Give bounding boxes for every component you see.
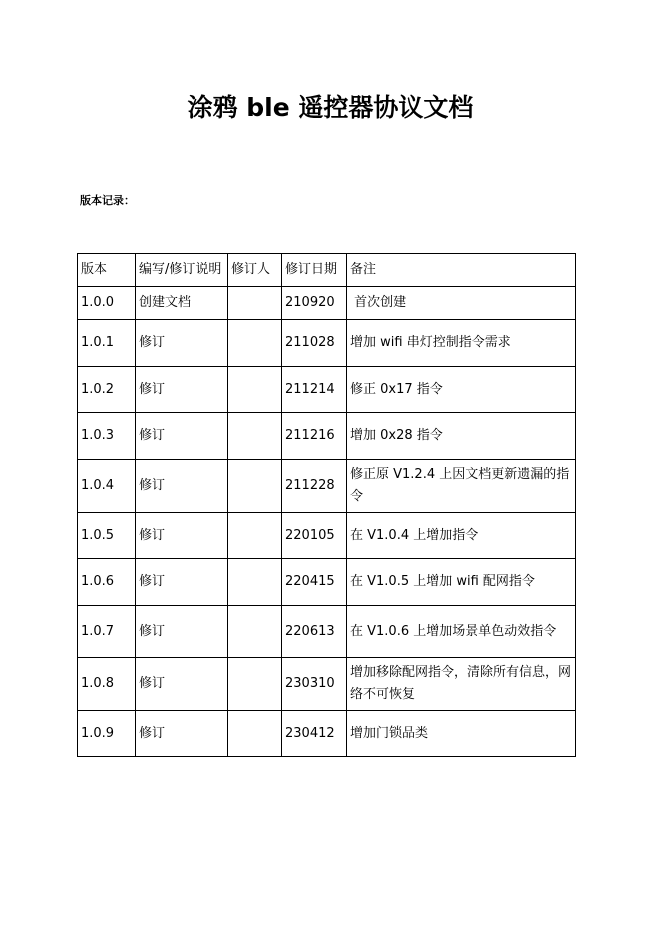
cell-note: 修正原 V1.2.4 上因文档更新遗漏的指令 [347,460,576,513]
cell-date: 211228 [282,460,347,513]
cell-description: 修订 [136,559,228,606]
cell-editor [228,287,282,320]
table-row [78,320,576,367]
table-row [78,559,576,606]
table-row [78,413,576,460]
cell-date: 211214 [282,367,347,413]
cell-editor [228,711,282,757]
version-record-heading: 版本记录： [80,194,135,207]
cell-note: 增加移除配网指令，清除所有信息，网络不可恢复 [347,658,576,711]
cell-note: 在 V1.0.6 上增加场景单色动效指令 [347,606,576,658]
cell-description: 修订 [136,413,228,460]
cell-description: 修订 [136,513,228,559]
cell-version: 1.0.9 [78,711,136,757]
table-row [78,658,576,711]
table-header-row [78,254,576,287]
header-note: 备注 [347,254,576,287]
cell-version: 1.0.4 [78,460,136,513]
version-history-table [77,253,576,757]
cell-note: 增加门锁品类 [347,711,576,757]
cell-description: 修订 [136,320,228,367]
cell-note: 增加 0x28 指令 [347,413,576,460]
cell-date: 211216 [282,413,347,460]
cell-description: 修订 [136,460,228,513]
cell-note: 首次创建 [347,287,576,320]
header-version: 版本 [78,254,136,287]
header-editor: 修订人 [228,254,282,287]
table-row [78,606,576,658]
cell-note: 修正 0x17 指令 [347,367,576,413]
header-date: 修订日期 [282,254,347,287]
cell-editor [228,320,282,367]
cell-editor [228,460,282,513]
cell-description: 修订 [136,606,228,658]
cell-editor [228,367,282,413]
table-row [78,460,576,513]
cell-version: 1.0.7 [78,606,136,658]
cell-description: 修订 [136,711,228,757]
cell-version: 1.0.0 [78,287,136,320]
document-title: 涂鸦 ble 遥控器协议文档 [187,93,474,122]
cell-note: 增加 wifi 串灯控制指令需求 [347,320,576,367]
cell-version: 1.0.5 [78,513,136,559]
cell-editor [228,658,282,711]
table-row [78,367,576,413]
cell-date: 230412 [282,711,347,757]
cell-date: 220415 [282,559,347,606]
cell-description: 修订 [136,658,228,711]
cell-date: 230310 [282,658,347,711]
cell-editor [228,413,282,460]
cell-editor [228,606,282,658]
cell-note: 在 V1.0.5 上增加 wifi 配网指令 [347,559,576,606]
header-description: 编写/修订说明 [136,254,228,287]
cell-date: 211028 [282,320,347,367]
cell-version: 1.0.6 [78,559,136,606]
cell-description: 修订 [136,367,228,413]
cell-version: 1.0.3 [78,413,136,460]
table-row [78,711,576,757]
cell-date: 210920 [282,287,347,320]
cell-description: 创建文档 [136,287,228,320]
cell-date: 220613 [282,606,347,658]
table-row [78,513,576,559]
cell-note: 在 V1.0.4 上增加指令 [347,513,576,559]
table-row [78,287,576,320]
cell-version: 1.0.8 [78,658,136,711]
cell-date: 220105 [282,513,347,559]
cell-version: 1.0.2 [78,367,136,413]
cell-editor [228,559,282,606]
cell-version: 1.0.1 [78,320,136,367]
cell-editor [228,513,282,559]
